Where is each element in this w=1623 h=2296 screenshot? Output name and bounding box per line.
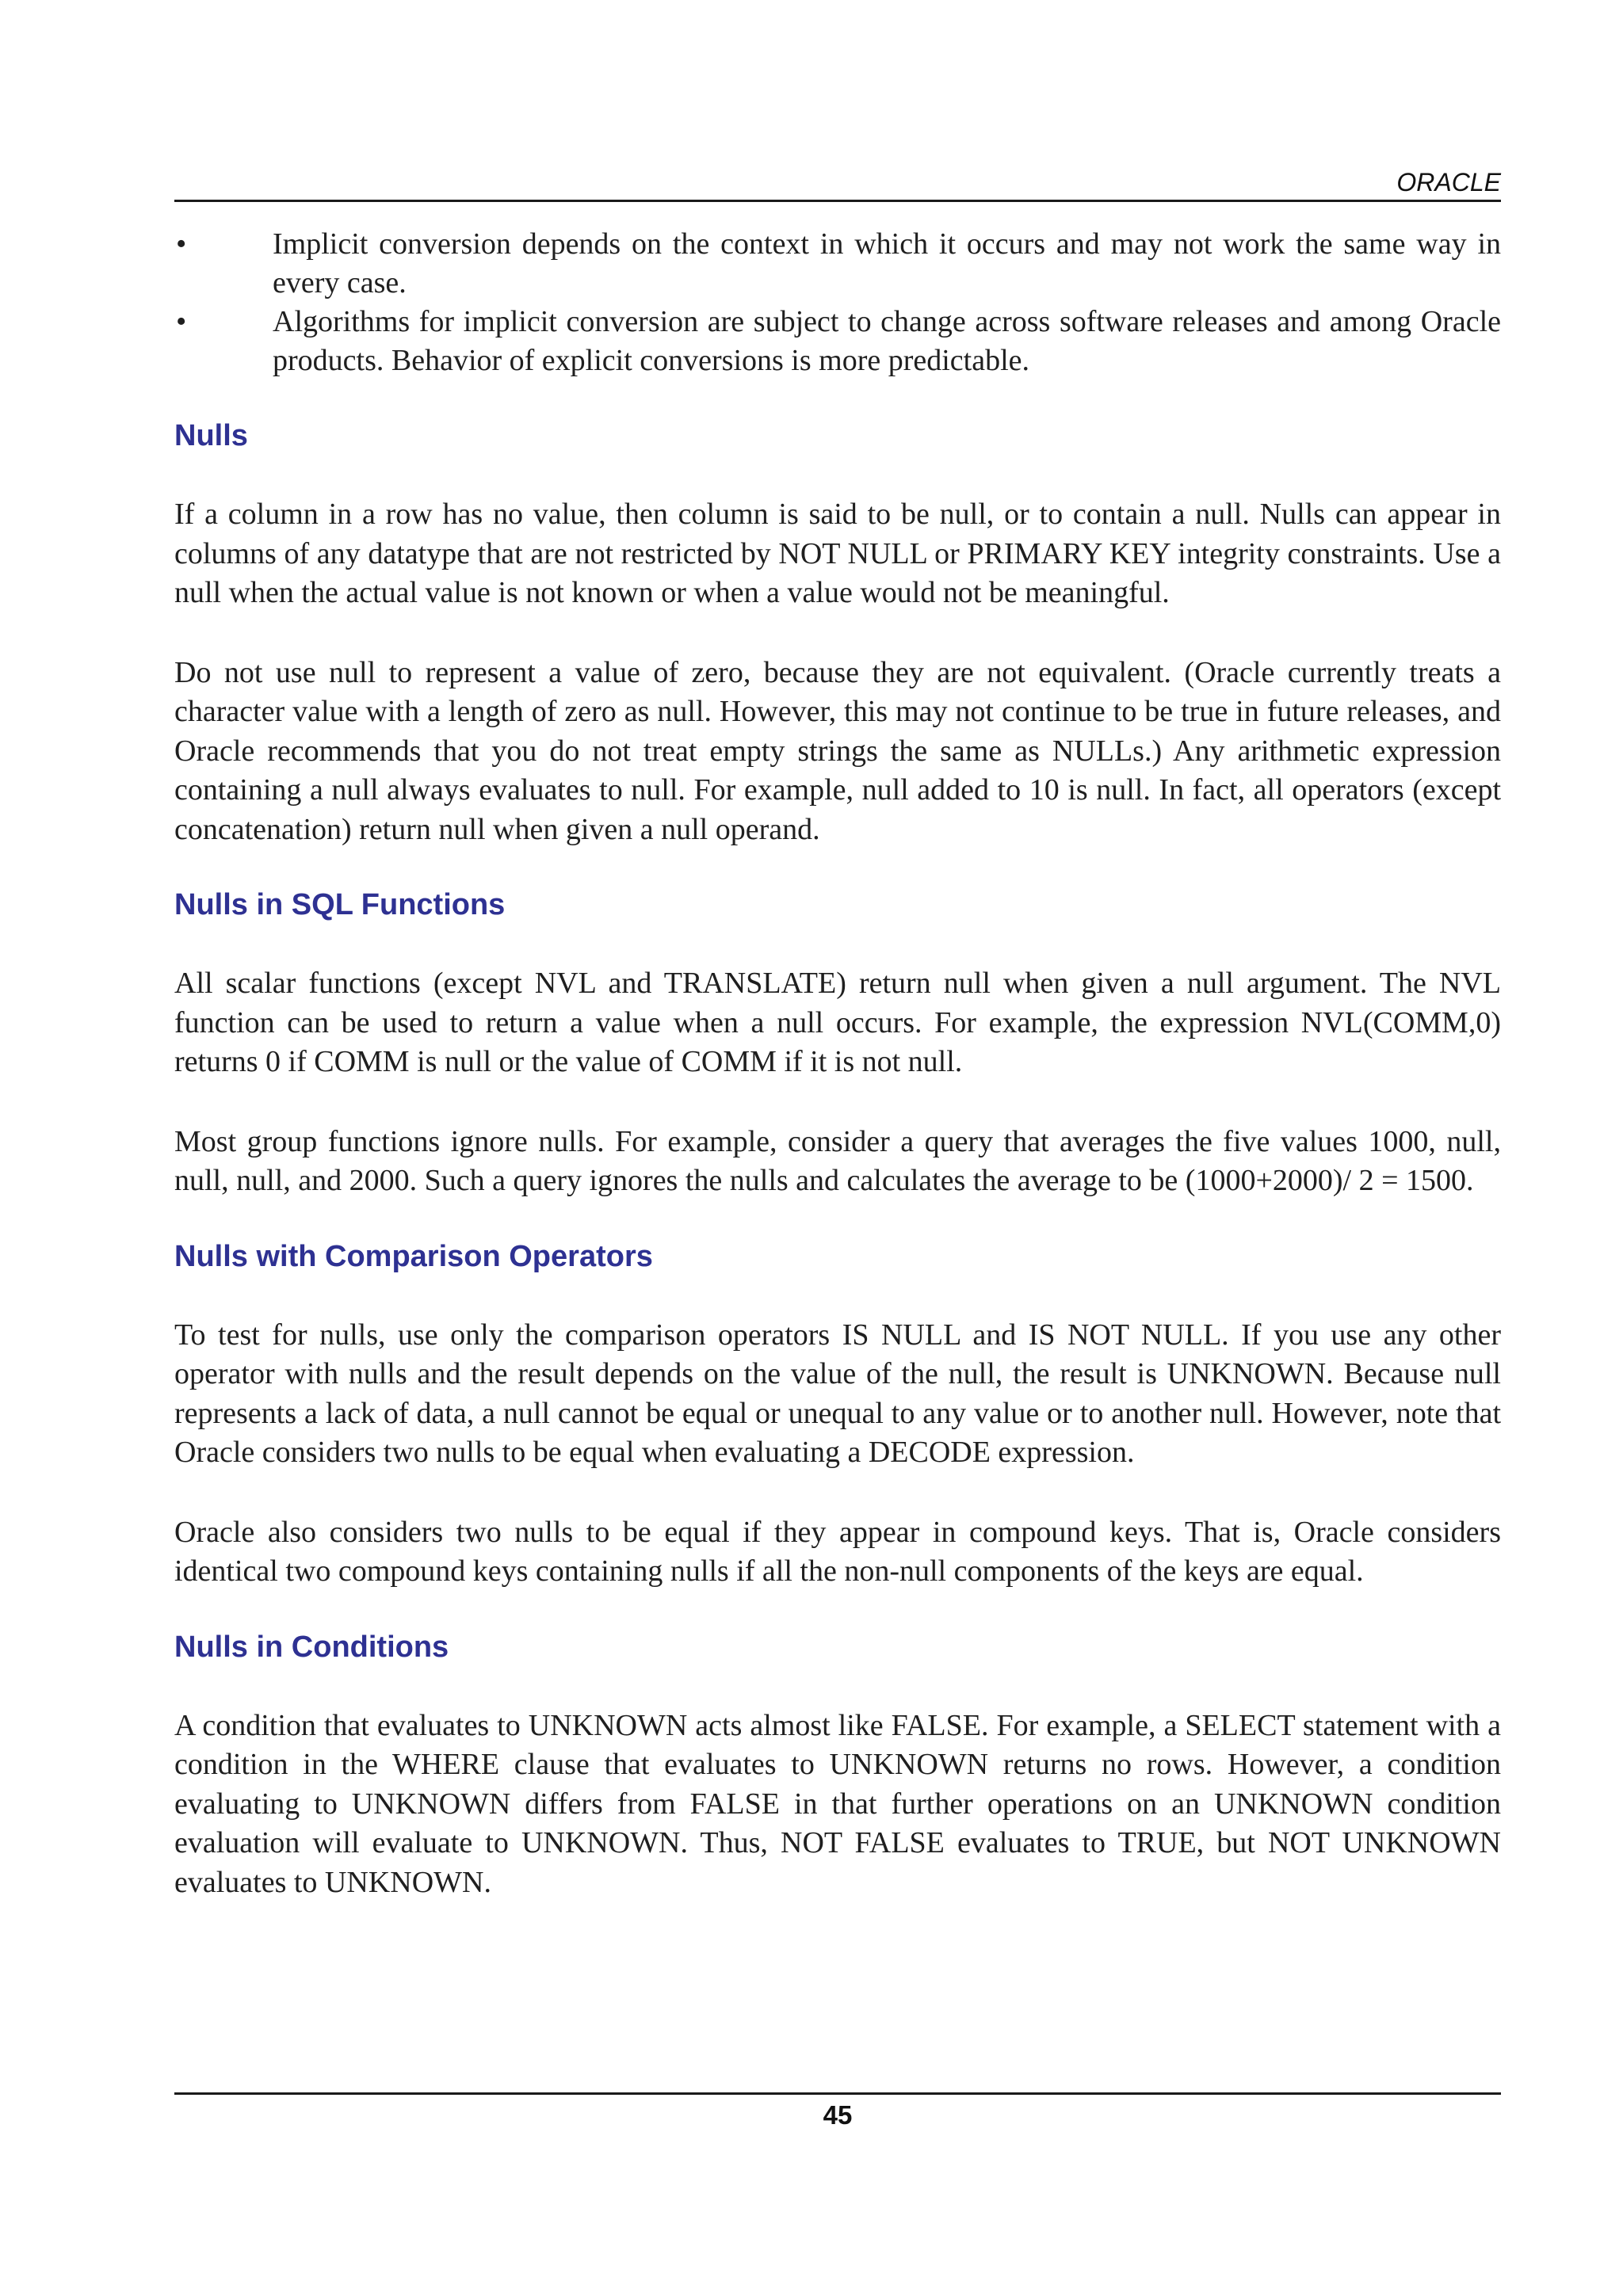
bullet-text: Implicit conversion depends on the context in which it occurs and may not work the same way in every case. xyxy=(273,227,1501,299)
section-heading-nulls-in-conditions: Nulls in Conditions xyxy=(174,1630,449,1664)
paragraph: To test for nulls, use only the comparison operators IS NULL and IS NOT NULL. If you use any other operator with nulls and the result depends on the value of the null, the result is UNKNOWN. Because null represents a lack of data, a null cannot be equal or unequal to any value or to another null. However, note that Oracle considers two nulls to be equal when evaluating a DECODE expression. xyxy=(174,1318,1501,1469)
paragraph: Oracle also considers two nulls to be equal if they appear in compound keys. That is, Oracle considers identical two compound keys containing nulls if all the non-null components of the keys are equal. xyxy=(174,1515,1501,1588)
page-body xyxy=(174,225,1501,1902)
paragraph: Most group functions ignore nulls. For example, consider a query that averages the five values 1000, null, null, null, and 2000. Such a query ignores the nulls and calculates the average to be (1000+2000)/ 2 = 1500. xyxy=(174,1124,1501,1197)
header-rule xyxy=(174,200,1501,202)
section-heading-nulls: Nulls xyxy=(174,419,248,452)
page-number: 45 xyxy=(823,2100,853,2130)
bullet-item xyxy=(174,303,1501,380)
paragraph: All scalar functions (except NVL and TRANSLATE) return null when given a null argument. The NVL function can be used to return a value when a null occurs. For example, the expression NVL(COMM,0) returns 0 if COMM is null or the value of COMM if it is not null. xyxy=(174,967,1501,1078)
bullet-item xyxy=(174,225,1501,303)
bullet-text: Algorithms for implicit conversion are subject to change across software releases and among Oracle products. Behavior of explicit conversions is more predictable. xyxy=(273,305,1501,377)
footer-rule xyxy=(174,2092,1501,2095)
bullet-icon: • xyxy=(176,227,187,261)
section-heading-nulls-with-comparison-operators: Nulls with Comparison Operators xyxy=(174,1239,653,1273)
section-heading-nulls-in-sql-functions: Nulls in SQL Functions xyxy=(174,888,506,921)
bullet-icon: • xyxy=(176,305,187,338)
paragraph: If a column in a row has no value, then column is said to be null, or to contain a null. Nulls can appear in columns of any datatype that are not restricted by NOT NULL or PRIMARY KEY integrity constraints. Use a null when the actual value is not known or when a value would not be meaningful. xyxy=(174,498,1501,609)
paragraph: Do not use null to represent a value of zero, because they are not equivalent. (Oracle currently treats a character value with a length of zero as null. However, this may not continue to be true in future releases, and Oracle recommends that you do not treat empty strings the same as NULLs.) Any arithmetic expression containing a null always evaluates to null. For example, null added to 10 is null. In fact, all operators (except concatenation) return null when given a null operand. xyxy=(174,655,1501,846)
document-page xyxy=(174,0,1501,2296)
running-head: ORACLE xyxy=(1396,168,1501,196)
paragraph: A condition that evaluates to UNKNOWN acts almost like FALSE. For example, a SELECT statement with a condition in the WHERE clause that evaluates to UNKNOWN returns no rows. However, a condition evaluating to UNKNOWN differs from FALSE in that further operations on an UNKNOWN condition evaluation will evaluate to UNKNOWN. Thus, NOT FALSE evaluates to TRUE, but NOT UNKNOWN evaluates to UNKNOWN. xyxy=(174,1708,1501,1899)
